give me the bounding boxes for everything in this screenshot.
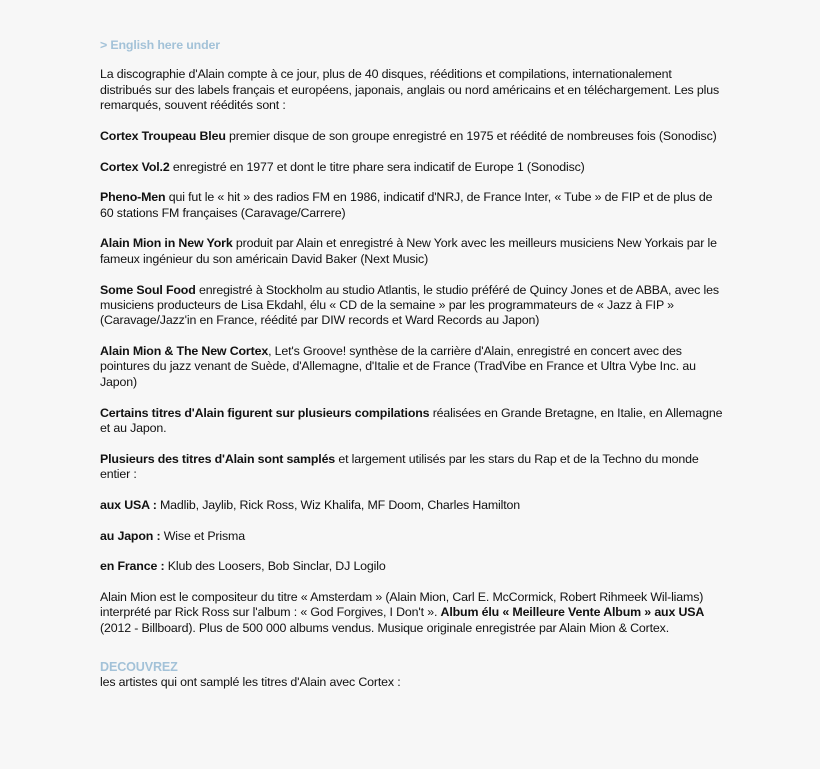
samples-japan [100,529,725,544]
amsterdam-paragraph [100,590,725,636]
album-title: Some Soul Food [100,282,196,297]
album-title: Cortex Troupeau Bleu [100,128,226,143]
album-title: Pheno-Men [100,190,166,205]
discography-content [100,38,725,690]
album-description: premier disque de son groupe enregistré en 1975 et réédité de nombreuses fois (Sonodisc) [225,128,717,143]
album-pheno-men [100,190,725,221]
intro-paragraph: La discographie d'Alain compte à ce jour, plus de 40 disques, rééditions et compilations, internationalement distribués sur des labels français et européens, japonais, anglais ou nord américains et en téléchargement. Les plus remarqués, souvent réédités sont : [100,67,720,113]
country-label: aux USA : [100,497,157,512]
album-some-soul-food [100,283,725,329]
artist-list: Madlib, Jaylib, Rick Ross, Wiz Khalifa, MF Doom, Charles Hamilton [156,497,521,512]
discover-section [100,660,725,690]
album-title: Cortex Vol.2 [100,159,170,174]
best-selling-album: Album élu « Meilleure Vente Album » aux USA [440,605,705,620]
country-label: au Japon : [100,528,161,543]
album-new-cortex [100,344,725,390]
album-title: Alain Mion in New York [100,236,233,251]
discover-title: DECOUVREZ [100,660,178,675]
album-description: enregistré en 1977 et dont le titre phare sera indicatif de Europe 1 (Sonodisc) [169,159,585,174]
artist-list: Klub des Loosers, Bob Sinclar, DJ Logilo [164,559,386,574]
album-description: qui fut le « hit » des radios FM en 1986, indicatif d'NRJ, de France Inter, « Tube » de FIP et de plus de 60 stations FM françaises (Caravage/Carrere) [100,190,713,220]
album-title: Alain Mion & The New Cortex [100,344,269,359]
compilations-description: réalisées en Grande Bretagne, en Italie, en Allemagne et au Japon. [100,405,723,435]
samples-usa [100,498,725,513]
album-description: , Let's Groove! synthèse de la carrière d'Alain, enregistré en concert avec des pointures du jazz venant de Suède, d'Allemagne, d'Italie et de France (TradVibe en France et Ultra Vybe Inc. au Japon) [100,344,696,389]
samples-france [100,559,725,574]
compilations-title: Certains titres d'Alain figurent sur plusieurs compilations [100,405,430,420]
samples-description: et largement utilisés par les stars du Rap et de la Techno du monde entier : [100,451,699,482]
samples-paragraph [100,452,725,483]
album-alain-mion-new-york [100,236,725,267]
album-description: enregistré à Stockholm au studio Atlantis, le studio préféré de Quincy Jones et de ABBA, avec les musiciens producteurs de Lisa Ekdahl, élu « CD de la semaine » par les programmateurs de « Jazz à FIP » (Caravage/Jazz'in en France, réédité par DIW records et Ward Records au Japon) [100,282,719,328]
amsterdam-text-end: (2012 - Billboard). Plus de 500 000 albums vendus. Musique originale enregistrée par Alain Mion & Cortex. [100,620,669,635]
english-link[interactable]: > English here under [100,38,220,52]
album-cortex-vol2 [100,160,725,175]
country-label: en France : [100,559,165,574]
compilations-paragraph [100,406,725,437]
album-cortex-troupeau-bleu [100,129,725,144]
artist-list: Wise et Prisma [160,528,245,543]
discover-text: les artistes qui ont samplé les titres d'Alain avec Cortex : [100,675,401,690]
album-description: produit par Alain et enregistré à New York avec les meilleurs musiciens New Yorkais par le fameux ingénieur du son américain David Baker (Next Music) [100,236,717,266]
amsterdam-text: Alain Mion est le compositeur du titre « Amsterdam » (Alain Mion, Carl E. McCormick, Robert Rihmeek Wil-liams) interprété par Rick Ross sur l'album : « God Forgives, I Don't ». [100,589,704,620]
samples-title: Plusieurs des titres d'Alain sont samplés [100,451,336,466]
